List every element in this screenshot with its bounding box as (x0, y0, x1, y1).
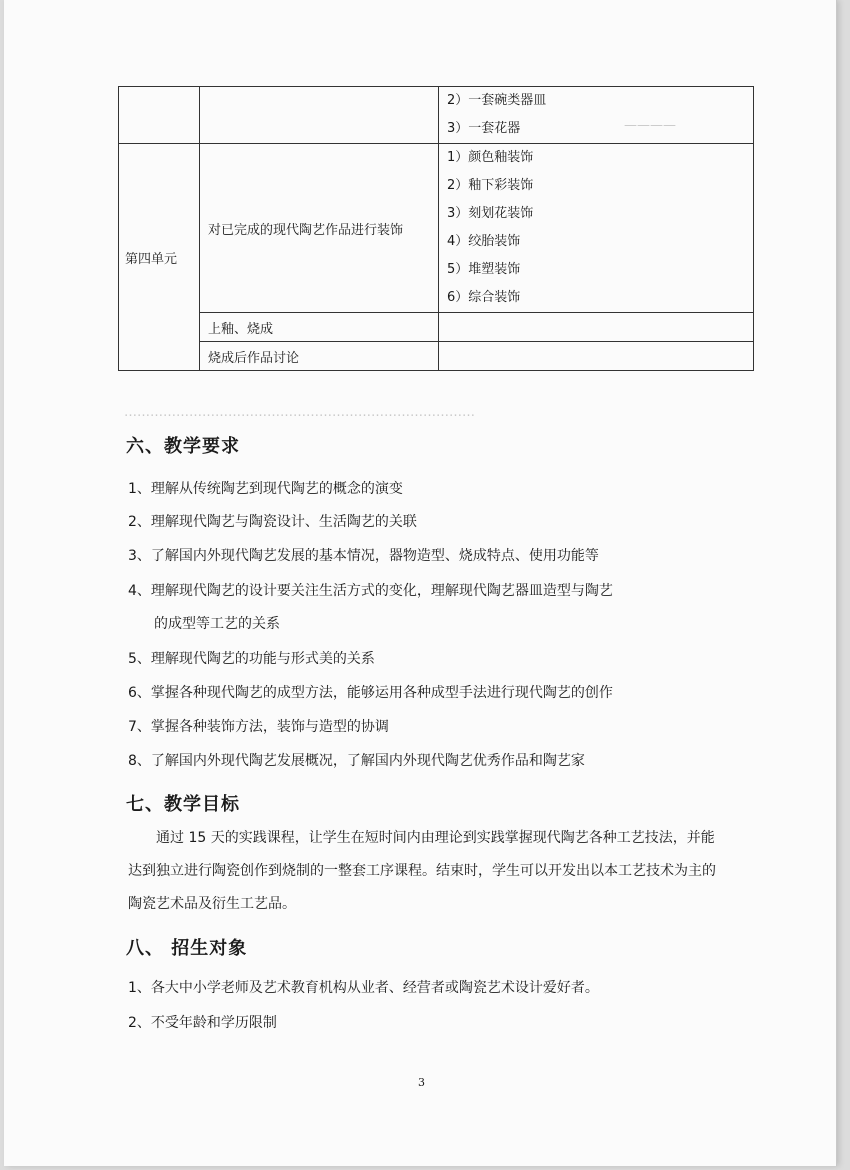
page-number: 3 (418, 1076, 425, 1089)
list-item: 4、理解现代陶艺的设计要关注生活方式的变化，理解现代陶艺器皿造型与陶艺 (128, 583, 613, 599)
list-item: 7、掌握各种装饰方法，装饰与造型的协调 (128, 719, 389, 735)
unit-content-cell: 对已完成的现代陶艺作品进行装饰 (200, 144, 439, 313)
bleed-through-text: ———— (624, 118, 676, 133)
list-item: 6、掌握各种现代陶艺的成型方法，能够运用各种成型手法进行现代陶艺的创作 (128, 685, 613, 701)
list-item: 4）绞胎装饰 (447, 234, 521, 249)
table-cell (439, 144, 754, 313)
list-item: 2、理解现代陶艺与陶瓷设计、生活陶艺的关联 (128, 514, 417, 530)
list-item: 5）堆塑装饰 (447, 262, 521, 277)
list-item: 1）颜色釉装饰 (447, 150, 534, 165)
list-item: 5、理解现代陶艺的功能与形式美的关系 (128, 651, 375, 667)
list-item: 1、各大中小学老师及艺术教育机构从业者、经营者或陶瓷艺术设计爱好者。 (128, 980, 599, 996)
list-item: 3）刻划花装饰 (447, 206, 534, 221)
table-cell: 上釉、烧成 (200, 313, 439, 342)
list-item: 2、不受年龄和学历限制 (128, 1015, 277, 1031)
section-heading: 七、教学目标 (126, 794, 240, 815)
table-cell (439, 342, 754, 371)
list-item: 8、了解国内外现代陶艺发展概况，了解国内外现代陶艺优秀作品和陶艺家 (128, 753, 585, 769)
list-item: 2）一套碗类器皿 (447, 93, 547, 108)
list-item: 6）综合装饰 (447, 290, 521, 305)
list-item: 的成型等工艺的关系 (154, 616, 280, 632)
list-item: 3）一套花器 (447, 121, 521, 136)
table-cell: 烧成后作品讨论 (200, 342, 439, 371)
table-cell (439, 87, 754, 144)
table-cell (439, 313, 754, 342)
table-row (119, 342, 754, 371)
table-cell (200, 87, 439, 144)
unit-label-cell: 第四单元 (119, 144, 200, 371)
course-units-table (118, 86, 754, 371)
bleed-through-text: ……………………………………………………………………… (124, 405, 475, 420)
section-heading: 六、教学要求 (126, 436, 240, 457)
list-item: 3、了解国内外现代陶艺发展的基本情况，器物造型、烧成特点、使用功能等 (128, 548, 599, 564)
paragraph: 通过 15 天的实践课程，让学生在短时间内由理论到实践掌握现代陶艺各种工艺技法，并能达到独立进行陶瓷创作到烧制的一整套工序课程。结束时，学生可以开发出以本工艺技术为主的陶瓷艺术品及衍生工艺品。 (128, 830, 716, 912)
table-cell (119, 87, 200, 144)
document-page (4, 0, 836, 1166)
table-row (119, 144, 754, 313)
list-item: 1、理解从传统陶艺到现代陶艺的概念的演变 (128, 481, 403, 497)
section-heading: 八、 招生对象 (126, 938, 248, 959)
table-row (119, 313, 754, 342)
table-row (119, 87, 754, 144)
list-item: 2）釉下彩装饰 (447, 178, 534, 193)
